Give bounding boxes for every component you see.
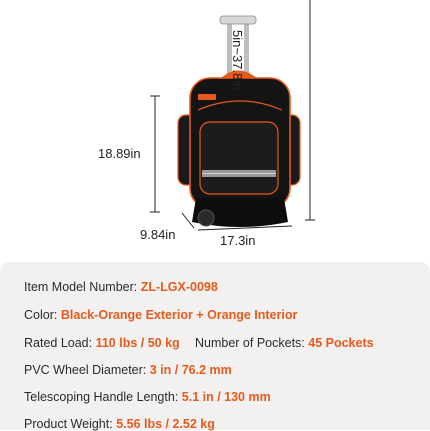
spec-model-label: Item Model Number: xyxy=(24,280,138,294)
spec-rated-load-row xyxy=(24,336,180,350)
spec-model-row xyxy=(24,280,218,294)
spec-wheel-value: 3 in / 76.2 mm xyxy=(149,363,232,377)
spec-handle-row xyxy=(24,390,271,404)
handle-height-dimension-label: 5in~37.8in xyxy=(230,30,245,91)
spec-model-value: ZL-LGX-0098 xyxy=(140,280,218,294)
spec-wheel-row xyxy=(24,363,232,377)
height-dimension-label: 18.89in xyxy=(98,146,141,161)
spec-panel xyxy=(0,262,430,430)
spec-handle-label: Telescoping Handle Length: xyxy=(24,390,179,404)
spec-color-label: Color: xyxy=(24,308,58,322)
spec-pockets-value: 45 Pockets xyxy=(308,336,374,350)
spec-rated-load-value: 110 lbs / 50 kg xyxy=(95,336,180,350)
width-dimension-label: 17.3in xyxy=(220,233,256,248)
spec-color-value: Black-Orange Exterior + Orange Interior xyxy=(60,308,298,322)
spec-pockets-row xyxy=(195,336,374,350)
spec-handle-value: 5.1 in / 130 mm xyxy=(181,390,271,404)
spec-pockets-label: Number of Pockets: xyxy=(195,336,305,350)
spec-weight-row xyxy=(24,417,215,431)
spec-weight-label: Product Weight: xyxy=(24,417,113,431)
spec-weight-value: 5.56 lbs / 2.52 kg xyxy=(116,417,215,431)
spec-wheel-label: PVC Wheel Diameter: xyxy=(24,363,147,377)
spec-rated-load-label: Rated Load: xyxy=(24,336,93,350)
depth-dimension-label: 9.84in xyxy=(140,227,176,242)
spec-color-row xyxy=(24,308,297,322)
